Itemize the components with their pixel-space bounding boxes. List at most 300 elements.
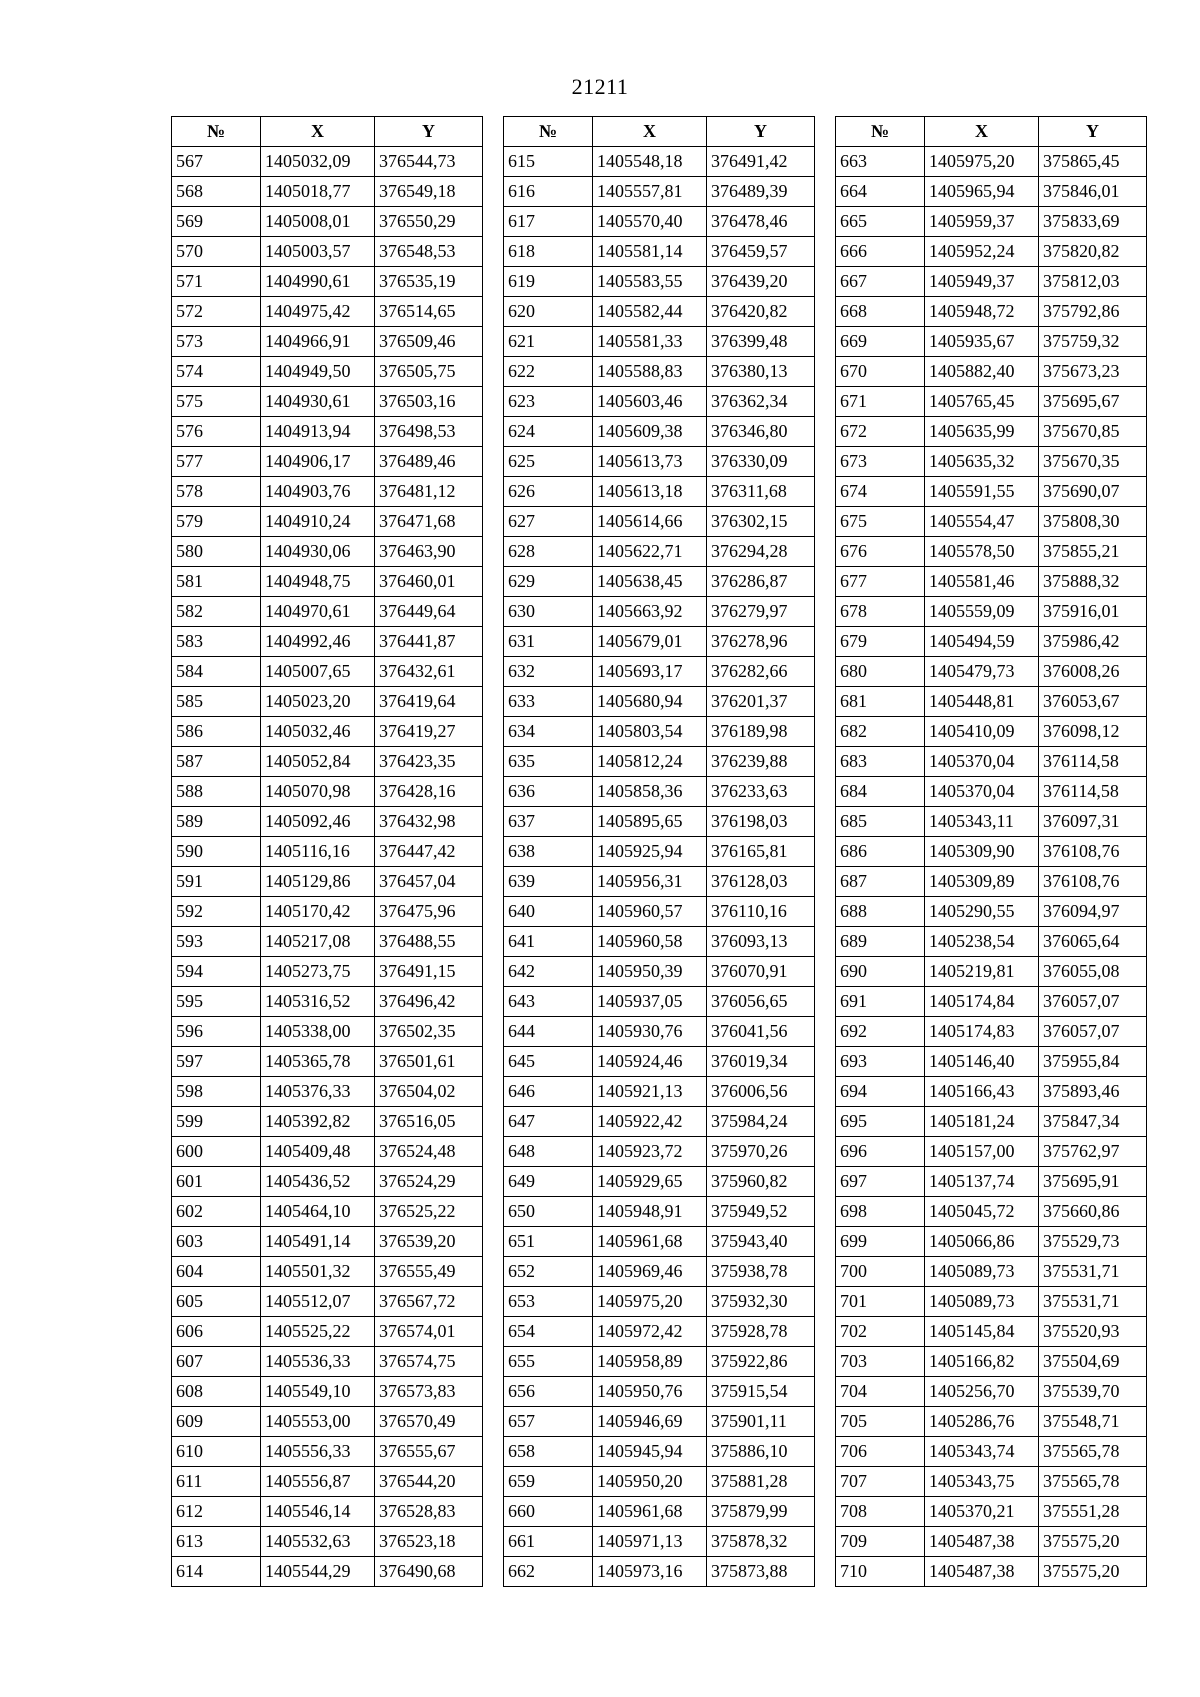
point-number-cell: 692 xyxy=(836,1017,925,1047)
table-row xyxy=(172,987,483,1017)
x-coordinate-cell: 1405166,82 xyxy=(925,1347,1039,1377)
point-number-cell: 596 xyxy=(172,1017,261,1047)
point-number-cell: 599 xyxy=(172,1107,261,1137)
x-coordinate-cell: 1405479,73 xyxy=(925,657,1039,687)
y-coordinate-cell: 376490,68 xyxy=(375,1557,483,1587)
x-coordinate-cell: 1405679,01 xyxy=(593,627,707,657)
table-row xyxy=(172,1557,483,1587)
table-row xyxy=(172,147,483,177)
point-number-cell: 681 xyxy=(836,687,925,717)
table-row xyxy=(836,657,1147,687)
table-row xyxy=(172,177,483,207)
x-coordinate-cell: 1405553,00 xyxy=(261,1407,375,1437)
table-row xyxy=(504,1467,815,1497)
y-coordinate-cell: 375916,01 xyxy=(1039,597,1147,627)
point-number-cell: 615 xyxy=(504,147,593,177)
x-coordinate-cell: 1405663,92 xyxy=(593,597,707,627)
point-number-cell: 694 xyxy=(836,1077,925,1107)
y-coordinate-cell: 376523,18 xyxy=(375,1527,483,1557)
x-coordinate-cell: 1405525,22 xyxy=(261,1317,375,1347)
y-coordinate-cell: 375893,46 xyxy=(1039,1077,1147,1107)
y-coordinate-cell: 376501,61 xyxy=(375,1047,483,1077)
x-coordinate-cell: 1405376,33 xyxy=(261,1077,375,1107)
y-coordinate-cell: 375812,03 xyxy=(1039,267,1147,297)
point-number-cell: 669 xyxy=(836,327,925,357)
y-coordinate-cell: 376165,81 xyxy=(707,837,815,867)
table-row xyxy=(504,1017,815,1047)
y-coordinate-cell: 376475,96 xyxy=(375,897,483,927)
x-coordinate-cell: 1405960,58 xyxy=(593,927,707,957)
table-row xyxy=(172,387,483,417)
x-coordinate-cell: 1405032,46 xyxy=(261,717,375,747)
table-row xyxy=(172,627,483,657)
table-row xyxy=(172,747,483,777)
table-row xyxy=(836,537,1147,567)
point-number-cell: 586 xyxy=(172,717,261,747)
table-row xyxy=(172,807,483,837)
y-coordinate-cell: 376549,18 xyxy=(375,177,483,207)
y-coordinate-cell: 376460,01 xyxy=(375,567,483,597)
x-coordinate-cell: 1405023,20 xyxy=(261,687,375,717)
point-number-cell: 567 xyxy=(172,147,261,177)
table-row xyxy=(504,477,815,507)
x-coordinate-cell: 1405969,46 xyxy=(593,1257,707,1287)
point-number-cell: 690 xyxy=(836,957,925,987)
x-coordinate-cell: 1405923,72 xyxy=(593,1137,707,1167)
y-coordinate-cell: 376198,03 xyxy=(707,807,815,837)
x-coordinate-cell: 1405512,07 xyxy=(261,1287,375,1317)
table-row xyxy=(504,1257,815,1287)
point-number-cell: 606 xyxy=(172,1317,261,1347)
table-row xyxy=(836,867,1147,897)
y-coordinate-cell: 375575,20 xyxy=(1039,1527,1147,1557)
header-number: № xyxy=(836,117,925,147)
x-coordinate-cell: 1405581,33 xyxy=(593,327,707,357)
point-number-cell: 592 xyxy=(172,897,261,927)
x-coordinate-cell: 1404970,61 xyxy=(261,597,375,627)
table-row xyxy=(836,1467,1147,1497)
table-row xyxy=(836,717,1147,747)
table-row xyxy=(504,717,815,747)
x-coordinate-cell: 1405316,52 xyxy=(261,987,375,1017)
point-number-cell: 648 xyxy=(504,1137,593,1167)
x-coordinate-cell: 1405032,09 xyxy=(261,147,375,177)
y-coordinate-cell: 376128,03 xyxy=(707,867,815,897)
point-number-cell: 578 xyxy=(172,477,261,507)
point-number-cell: 621 xyxy=(504,327,593,357)
y-coordinate-cell: 376053,67 xyxy=(1039,687,1147,717)
y-coordinate-cell: 375529,73 xyxy=(1039,1227,1147,1257)
x-coordinate-cell: 1405581,14 xyxy=(593,237,707,267)
table-row xyxy=(504,447,815,477)
point-number-cell: 698 xyxy=(836,1197,925,1227)
y-coordinate-cell: 375984,24 xyxy=(707,1107,815,1137)
table-row xyxy=(836,1107,1147,1137)
point-number-cell: 617 xyxy=(504,207,593,237)
y-coordinate-cell: 375932,30 xyxy=(707,1287,815,1317)
y-coordinate-cell: 376380,13 xyxy=(707,357,815,387)
point-number-cell: 638 xyxy=(504,837,593,867)
y-coordinate-cell: 376114,58 xyxy=(1039,777,1147,807)
point-number-cell: 630 xyxy=(504,597,593,627)
x-coordinate-cell: 1405635,32 xyxy=(925,447,1039,477)
x-coordinate-cell: 1405219,81 xyxy=(925,957,1039,987)
table-row xyxy=(836,507,1147,537)
x-coordinate-cell: 1405591,55 xyxy=(925,477,1039,507)
table-row xyxy=(836,1347,1147,1377)
y-coordinate-cell: 375960,82 xyxy=(707,1167,815,1197)
point-number-cell: 609 xyxy=(172,1407,261,1437)
point-number-cell: 575 xyxy=(172,387,261,417)
y-coordinate-cell: 376478,46 xyxy=(707,207,815,237)
point-number-cell: 654 xyxy=(504,1317,593,1347)
y-coordinate-cell: 376098,12 xyxy=(1039,717,1147,747)
coordinate-tables xyxy=(171,116,1147,1587)
point-number-cell: 647 xyxy=(504,1107,593,1137)
x-coordinate-cell: 1405170,42 xyxy=(261,897,375,927)
table-row xyxy=(836,357,1147,387)
point-number-cell: 624 xyxy=(504,417,593,447)
y-coordinate-cell: 376544,20 xyxy=(375,1467,483,1497)
y-coordinate-cell: 376573,83 xyxy=(375,1377,483,1407)
point-number-cell: 705 xyxy=(836,1407,925,1437)
x-coordinate-cell: 1405343,75 xyxy=(925,1467,1039,1497)
y-coordinate-cell: 376239,88 xyxy=(707,747,815,777)
table-body xyxy=(172,147,483,1587)
table-row xyxy=(836,1317,1147,1347)
x-coordinate-cell: 1405129,86 xyxy=(261,867,375,897)
table-row xyxy=(836,1047,1147,1077)
table-row xyxy=(504,777,815,807)
table-row xyxy=(504,1437,815,1467)
x-coordinate-cell: 1404949,50 xyxy=(261,357,375,387)
y-coordinate-cell: 376441,87 xyxy=(375,627,483,657)
x-coordinate-cell: 1405309,90 xyxy=(925,837,1039,867)
x-coordinate-cell: 1405581,46 xyxy=(925,567,1039,597)
y-coordinate-cell: 376302,15 xyxy=(707,507,815,537)
y-coordinate-cell: 376279,97 xyxy=(707,597,815,627)
point-number-cell: 597 xyxy=(172,1047,261,1077)
x-coordinate-cell: 1405448,81 xyxy=(925,687,1039,717)
point-number-cell: 632 xyxy=(504,657,593,687)
point-number-cell: 594 xyxy=(172,957,261,987)
table-row xyxy=(504,147,815,177)
table-row xyxy=(172,1437,483,1467)
table-row xyxy=(836,1287,1147,1317)
table-row xyxy=(172,867,483,897)
x-coordinate-cell: 1404930,06 xyxy=(261,537,375,567)
table-header-row xyxy=(836,117,1147,147)
point-number-cell: 655 xyxy=(504,1347,593,1377)
x-coordinate-cell: 1405092,46 xyxy=(261,807,375,837)
y-coordinate-cell: 376093,13 xyxy=(707,927,815,957)
table-body xyxy=(836,147,1147,1587)
y-coordinate-cell: 376432,61 xyxy=(375,657,483,687)
table-row xyxy=(836,957,1147,987)
table-row xyxy=(172,1407,483,1437)
table-row xyxy=(172,357,483,387)
x-coordinate-cell: 1405436,52 xyxy=(261,1167,375,1197)
x-coordinate-cell: 1405972,42 xyxy=(593,1317,707,1347)
x-coordinate-cell: 1405089,73 xyxy=(925,1257,1039,1287)
x-coordinate-cell: 1405549,10 xyxy=(261,1377,375,1407)
table-row xyxy=(836,1017,1147,1047)
x-coordinate-cell: 1405603,46 xyxy=(593,387,707,417)
table-row xyxy=(504,957,815,987)
point-number-cell: 580 xyxy=(172,537,261,567)
point-number-cell: 637 xyxy=(504,807,593,837)
y-coordinate-cell: 375886,10 xyxy=(707,1437,815,1467)
point-number-cell: 640 xyxy=(504,897,593,927)
y-coordinate-cell: 376567,72 xyxy=(375,1287,483,1317)
x-coordinate-cell: 1405343,11 xyxy=(925,807,1039,837)
y-coordinate-cell: 376419,27 xyxy=(375,717,483,747)
coordinate-table xyxy=(835,116,1147,1587)
y-coordinate-cell: 376544,73 xyxy=(375,147,483,177)
y-coordinate-cell: 375808,30 xyxy=(1039,507,1147,537)
point-number-cell: 653 xyxy=(504,1287,593,1317)
x-coordinate-cell: 1405116,16 xyxy=(261,837,375,867)
table-row xyxy=(504,867,815,897)
x-coordinate-cell: 1405409,48 xyxy=(261,1137,375,1167)
x-coordinate-cell: 1405052,84 xyxy=(261,747,375,777)
table-row xyxy=(504,1107,815,1137)
point-number-cell: 625 xyxy=(504,447,593,477)
y-coordinate-cell: 376114,58 xyxy=(1039,747,1147,777)
y-coordinate-cell: 375670,85 xyxy=(1039,417,1147,447)
x-coordinate-cell: 1405578,50 xyxy=(925,537,1039,567)
y-coordinate-cell: 375881,28 xyxy=(707,1467,815,1497)
table-row xyxy=(504,537,815,567)
y-coordinate-cell: 376189,98 xyxy=(707,717,815,747)
x-coordinate-cell: 1405975,20 xyxy=(925,147,1039,177)
point-number-cell: 664 xyxy=(836,177,925,207)
x-coordinate-cell: 1405946,69 xyxy=(593,1407,707,1437)
x-coordinate-cell: 1405922,42 xyxy=(593,1107,707,1137)
x-coordinate-cell: 1405557,81 xyxy=(593,177,707,207)
point-number-cell: 650 xyxy=(504,1197,593,1227)
x-coordinate-cell: 1405622,71 xyxy=(593,537,707,567)
table-row xyxy=(504,1227,815,1257)
x-coordinate-cell: 1405588,83 xyxy=(593,357,707,387)
table-row xyxy=(172,417,483,447)
point-number-cell: 665 xyxy=(836,207,925,237)
point-number-cell: 645 xyxy=(504,1047,593,1077)
table-row xyxy=(836,1437,1147,1467)
y-coordinate-cell: 376528,83 xyxy=(375,1497,483,1527)
y-coordinate-cell: 376516,05 xyxy=(375,1107,483,1137)
y-coordinate-cell: 376463,90 xyxy=(375,537,483,567)
point-number-cell: 684 xyxy=(836,777,925,807)
y-coordinate-cell: 376509,46 xyxy=(375,327,483,357)
point-number-cell: 593 xyxy=(172,927,261,957)
x-coordinate-cell: 1405370,04 xyxy=(925,747,1039,777)
table-row xyxy=(504,507,815,537)
y-coordinate-cell: 375986,42 xyxy=(1039,627,1147,657)
point-number-cell: 678 xyxy=(836,597,925,627)
point-number-cell: 660 xyxy=(504,1497,593,1527)
x-coordinate-cell: 1405803,54 xyxy=(593,717,707,747)
point-number-cell: 603 xyxy=(172,1227,261,1257)
x-coordinate-cell: 1405882,40 xyxy=(925,357,1039,387)
y-coordinate-cell: 376488,55 xyxy=(375,927,483,957)
table-row xyxy=(836,1077,1147,1107)
y-coordinate-cell: 375762,97 xyxy=(1039,1137,1147,1167)
x-coordinate-cell: 1405959,37 xyxy=(925,207,1039,237)
y-coordinate-cell: 375955,84 xyxy=(1039,1047,1147,1077)
table-row xyxy=(504,297,815,327)
x-coordinate-cell: 1405973,16 xyxy=(593,1557,707,1587)
y-coordinate-cell: 375949,52 xyxy=(707,1197,815,1227)
y-coordinate-cell: 376419,64 xyxy=(375,687,483,717)
table-row xyxy=(172,1257,483,1287)
point-number-cell: 671 xyxy=(836,387,925,417)
point-number-cell: 668 xyxy=(836,297,925,327)
header-x: X xyxy=(593,117,707,147)
table-row xyxy=(504,1047,815,1077)
y-coordinate-cell: 375520,93 xyxy=(1039,1317,1147,1347)
y-coordinate-cell: 376498,53 xyxy=(375,417,483,447)
point-number-cell: 628 xyxy=(504,537,593,567)
point-number-cell: 686 xyxy=(836,837,925,867)
y-coordinate-cell: 375847,34 xyxy=(1039,1107,1147,1137)
point-number-cell: 612 xyxy=(172,1497,261,1527)
y-coordinate-cell: 376555,67 xyxy=(375,1437,483,1467)
point-number-cell: 569 xyxy=(172,207,261,237)
table-row xyxy=(504,177,815,207)
point-number-cell: 643 xyxy=(504,987,593,1017)
x-coordinate-cell: 1405410,09 xyxy=(925,717,1039,747)
x-coordinate-cell: 1405174,83 xyxy=(925,1017,1039,1047)
point-number-cell: 584 xyxy=(172,657,261,687)
table-row xyxy=(836,1377,1147,1407)
y-coordinate-cell: 376489,39 xyxy=(707,177,815,207)
x-coordinate-cell: 1405532,63 xyxy=(261,1527,375,1557)
x-coordinate-cell: 1404948,75 xyxy=(261,567,375,597)
table-row xyxy=(836,237,1147,267)
table-row xyxy=(172,1497,483,1527)
point-number-cell: 708 xyxy=(836,1497,925,1527)
point-number-cell: 704 xyxy=(836,1377,925,1407)
table-row xyxy=(836,1137,1147,1167)
x-coordinate-cell: 1405961,68 xyxy=(593,1227,707,1257)
table-row xyxy=(836,297,1147,327)
y-coordinate-cell: 375879,99 xyxy=(707,1497,815,1527)
y-coordinate-cell: 375690,07 xyxy=(1039,477,1147,507)
table-row xyxy=(504,627,815,657)
x-coordinate-cell: 1405146,40 xyxy=(925,1047,1039,1077)
point-number-cell: 595 xyxy=(172,987,261,1017)
y-coordinate-cell: 376574,01 xyxy=(375,1317,483,1347)
table-row xyxy=(172,537,483,567)
x-coordinate-cell: 1405950,20 xyxy=(593,1467,707,1497)
x-coordinate-cell: 1405309,89 xyxy=(925,867,1039,897)
table-row xyxy=(172,1167,483,1197)
x-coordinate-cell: 1404990,61 xyxy=(261,267,375,297)
y-coordinate-cell: 376286,87 xyxy=(707,567,815,597)
point-number-cell: 576 xyxy=(172,417,261,447)
table-row xyxy=(836,687,1147,717)
table-row xyxy=(504,1347,815,1377)
table-header-row xyxy=(504,117,815,147)
table-row xyxy=(836,1497,1147,1527)
table-row xyxy=(172,1377,483,1407)
x-coordinate-cell: 1405365,78 xyxy=(261,1047,375,1077)
y-coordinate-cell: 375922,86 xyxy=(707,1347,815,1377)
x-coordinate-cell: 1405008,01 xyxy=(261,207,375,237)
x-coordinate-cell: 1405583,55 xyxy=(593,267,707,297)
point-number-cell: 667 xyxy=(836,267,925,297)
x-coordinate-cell: 1405007,65 xyxy=(261,657,375,687)
y-coordinate-cell: 376503,16 xyxy=(375,387,483,417)
y-coordinate-cell: 376570,49 xyxy=(375,1407,483,1437)
table-row xyxy=(504,987,815,1017)
x-coordinate-cell: 1405494,59 xyxy=(925,627,1039,657)
y-coordinate-cell: 375575,20 xyxy=(1039,1557,1147,1587)
table-row xyxy=(172,1347,483,1377)
point-number-cell: 572 xyxy=(172,297,261,327)
table-row xyxy=(504,1317,815,1347)
table-row xyxy=(504,1557,815,1587)
y-coordinate-cell: 376491,15 xyxy=(375,957,483,987)
table-row xyxy=(836,477,1147,507)
x-coordinate-cell: 1405948,72 xyxy=(925,297,1039,327)
point-number-cell: 685 xyxy=(836,807,925,837)
x-coordinate-cell: 1405544,29 xyxy=(261,1557,375,1587)
point-number-cell: 661 xyxy=(504,1527,593,1557)
table-row xyxy=(836,327,1147,357)
point-number-cell: 568 xyxy=(172,177,261,207)
table-row xyxy=(836,177,1147,207)
y-coordinate-cell: 376065,64 xyxy=(1039,927,1147,957)
x-coordinate-cell: 1405556,33 xyxy=(261,1437,375,1467)
point-number-cell: 627 xyxy=(504,507,593,537)
x-coordinate-cell: 1405812,24 xyxy=(593,747,707,777)
x-coordinate-cell: 1405556,87 xyxy=(261,1467,375,1497)
x-coordinate-cell: 1405536,33 xyxy=(261,1347,375,1377)
x-coordinate-cell: 1405971,13 xyxy=(593,1527,707,1557)
y-coordinate-cell: 376539,20 xyxy=(375,1227,483,1257)
x-coordinate-cell: 1405181,24 xyxy=(925,1107,1039,1137)
x-coordinate-cell: 1405491,14 xyxy=(261,1227,375,1257)
x-coordinate-cell: 1404910,24 xyxy=(261,507,375,537)
table-row xyxy=(504,357,815,387)
x-coordinate-cell: 1405956,31 xyxy=(593,867,707,897)
point-number-cell: 688 xyxy=(836,897,925,927)
table-row xyxy=(836,207,1147,237)
table-row xyxy=(504,747,815,777)
point-number-cell: 658 xyxy=(504,1437,593,1467)
point-number-cell: 579 xyxy=(172,507,261,537)
x-coordinate-cell: 1405501,32 xyxy=(261,1257,375,1287)
table-row xyxy=(504,207,815,237)
point-number-cell: 709 xyxy=(836,1527,925,1557)
table-row xyxy=(172,207,483,237)
x-coordinate-cell: 1404992,46 xyxy=(261,627,375,657)
y-coordinate-cell: 375670,35 xyxy=(1039,447,1147,477)
point-number-cell: 616 xyxy=(504,177,593,207)
y-coordinate-cell: 376362,34 xyxy=(707,387,815,417)
point-number-cell: 649 xyxy=(504,1167,593,1197)
point-number-cell: 591 xyxy=(172,867,261,897)
y-coordinate-cell: 376057,07 xyxy=(1039,987,1147,1017)
y-coordinate-cell: 376489,46 xyxy=(375,447,483,477)
point-number-cell: 691 xyxy=(836,987,925,1017)
y-coordinate-cell: 376447,42 xyxy=(375,837,483,867)
point-number-cell: 610 xyxy=(172,1437,261,1467)
y-coordinate-cell: 376459,57 xyxy=(707,237,815,267)
y-coordinate-cell: 376311,68 xyxy=(707,477,815,507)
